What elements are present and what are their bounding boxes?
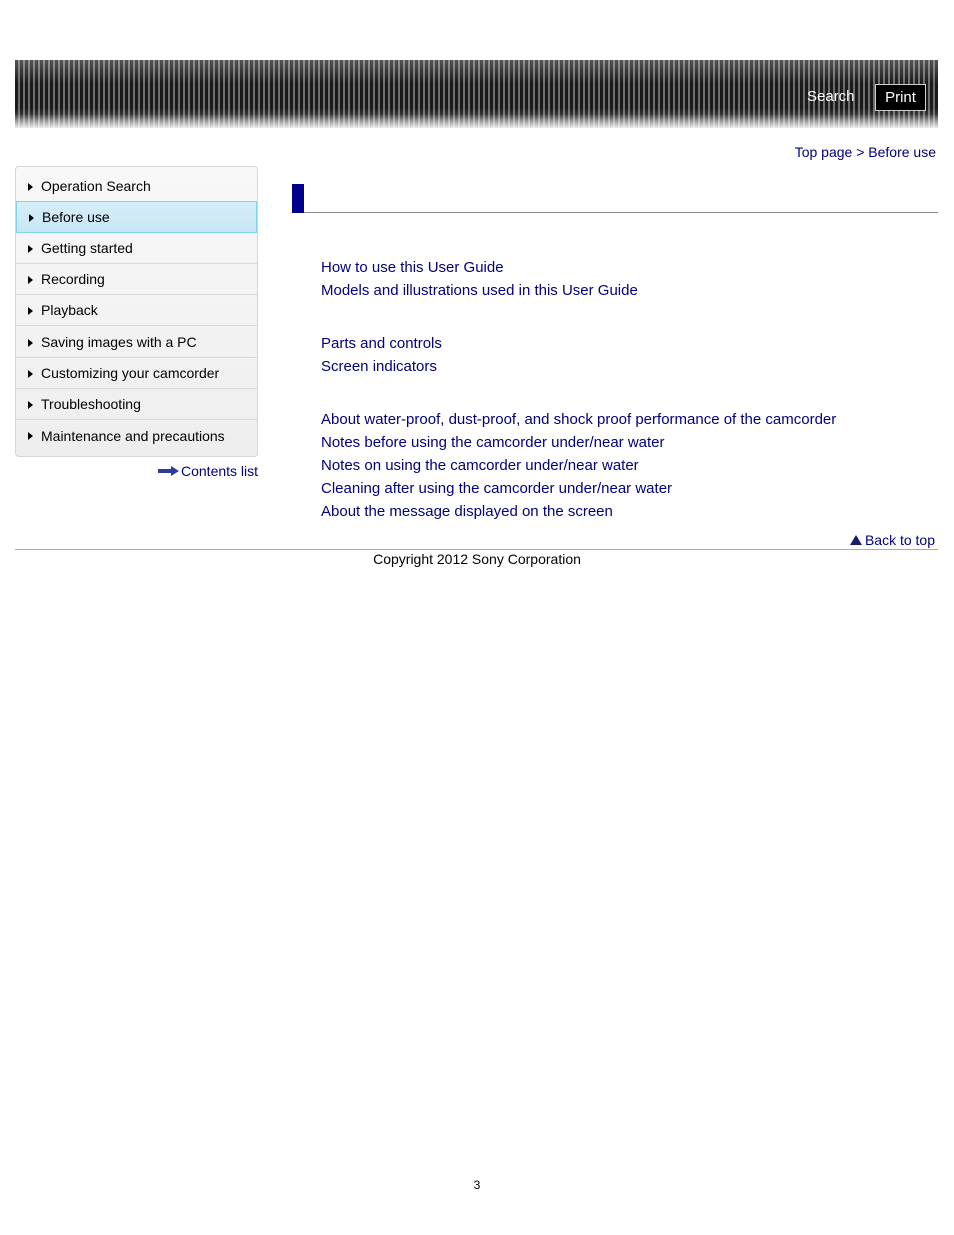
sidebar-item-label: Recording	[41, 271, 105, 287]
breadcrumb	[795, 144, 936, 160]
sidebar-item-label: Operation Search	[41, 178, 151, 194]
arrow-right-icon	[158, 466, 179, 476]
sidebar-nav	[15, 166, 258, 457]
sidebar-item-getting-started[interactable]	[16, 233, 257, 264]
link-cleaning-after-water[interactable]: Cleaning after using the camcorder under/near water	[321, 480, 673, 497]
breadcrumb-current[interactable]: Before use	[868, 144, 936, 160]
right-arrow-icon	[28, 339, 33, 347]
sidebar-item-before-use[interactable]	[16, 201, 257, 233]
page-title-marker	[292, 184, 304, 213]
sidebar-item-customizing[interactable]	[16, 358, 257, 389]
right-arrow-icon	[28, 183, 33, 191]
sidebar-item-recording[interactable]	[16, 264, 257, 295]
link-models-illustrations[interactable]: Models and illustrations used in this User Guide	[321, 282, 638, 299]
sidebar-item-maintenance[interactable]	[16, 420, 257, 451]
sidebar-item-label: Saving images with a PC	[41, 334, 197, 350]
breadcrumb-separator: >	[856, 144, 865, 160]
header-banner	[15, 60, 938, 128]
link-screen-indicators[interactable]: Screen indicators	[321, 358, 437, 375]
right-arrow-icon	[28, 370, 33, 378]
right-arrow-icon	[28, 432, 33, 440]
link-notes-before-water[interactable]: Notes before using the camcorder under/near water	[321, 434, 665, 451]
page-number: 3	[473, 1178, 481, 1192]
link-notes-using-water[interactable]: Notes on using the camcorder under/near water	[321, 457, 639, 474]
back-to-top-label: Back to top	[864, 532, 935, 548]
contents-list-link[interactable]	[158, 463, 258, 479]
sidebar-item-label: Playback	[41, 302, 98, 318]
search-link[interactable]: Search	[807, 88, 855, 105]
sidebar-item-saving-images[interactable]	[16, 327, 257, 358]
footer-divider	[15, 549, 938, 550]
up-triangle-icon	[850, 535, 862, 545]
sidebar-item-troubleshooting[interactable]	[16, 389, 257, 420]
back-to-top-link[interactable]	[850, 532, 935, 548]
right-arrow-icon	[28, 307, 33, 315]
sidebar-item-operation-search[interactable]	[16, 171, 257, 202]
link-how-to-use[interactable]: How to use this User Guide	[321, 259, 504, 276]
right-arrow-icon	[28, 245, 33, 253]
sidebar-item-label: Getting started	[41, 240, 133, 256]
sidebar-item-playback[interactable]	[16, 295, 257, 326]
sidebar-item-label: Before use	[42, 209, 110, 225]
contents-list-label: Contents list	[181, 463, 259, 479]
sidebar-item-label: Customizing your camcorder	[41, 365, 220, 381]
link-parts-controls[interactable]: Parts and controls	[321, 335, 442, 352]
breadcrumb-top-page[interactable]: Top page	[794, 144, 853, 160]
print-button[interactable]: Print	[875, 84, 926, 111]
copyright-text: Copyright 2012 Sony Corporation	[373, 551, 581, 567]
link-message-on-screen[interactable]: About the message displayed on the screen	[321, 503, 613, 520]
right-arrow-icon	[29, 214, 34, 222]
sidebar-item-label: Maintenance and precautions	[41, 427, 225, 444]
sidebar-item-label: Troubleshooting	[41, 396, 141, 412]
title-divider	[304, 212, 938, 213]
right-arrow-icon	[28, 276, 33, 284]
link-water-proof-performance[interactable]: About water-proof, dust-proof, and shock proof performance of the camcorder	[321, 411, 837, 428]
right-arrow-icon	[28, 401, 33, 409]
